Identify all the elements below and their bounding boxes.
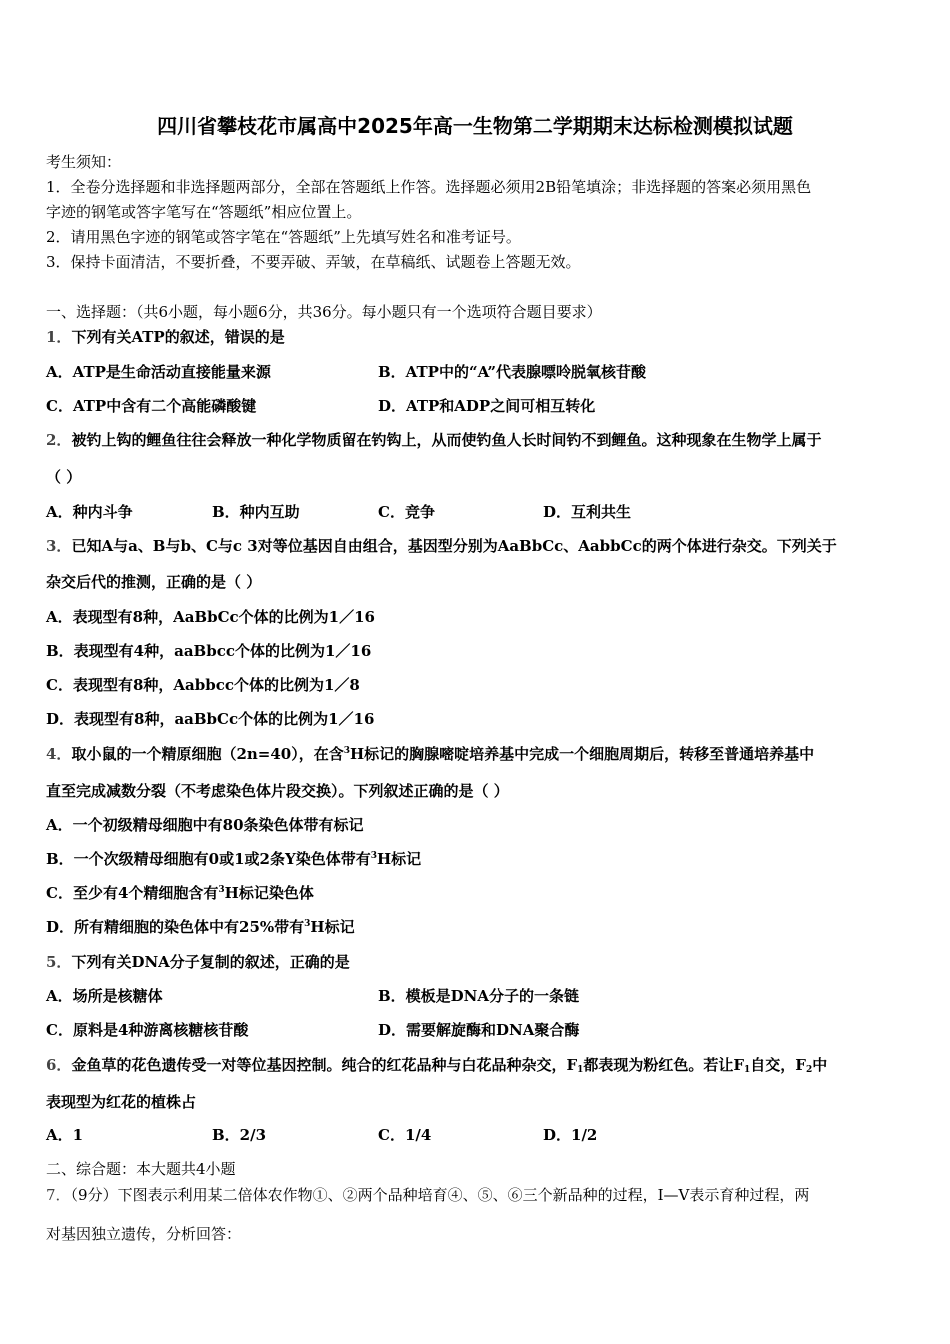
q2-option-d: D．互利共生 <box>543 503 632 521</box>
question-6 <box>46 1055 827 1075</box>
q5-option-a: A．场所是核糖体 <box>46 987 163 1005</box>
q4-option-b <box>46 849 421 869</box>
superscript: 3 <box>218 885 225 895</box>
option-text: H标记 <box>310 918 355 936</box>
question-2-cont: （ ） <box>46 468 82 486</box>
q6-option-b: B．2/3 <box>212 1126 267 1144</box>
question-number: 4． <box>46 745 72 763</box>
question-stem: 都表现为粉红色。若让F <box>583 1056 745 1074</box>
q6-option-d: D．1/2 <box>543 1126 598 1144</box>
question-number: 6． <box>46 1056 72 1074</box>
q1-option-a: A．ATP是生命活动直接能量来源 <box>46 363 271 381</box>
question-3 <box>46 536 837 556</box>
q3-option-c: C．表现型有8种，Aabbcc个体的比例为1／8 <box>46 676 360 694</box>
question-2 <box>46 430 821 450</box>
question-stem-a: 取小鼠的一个精原细胞（2n=40），在含 <box>71 745 344 763</box>
notice-item-2: 2．请用黑色字迹的钢笔或答字笔在“答题纸”上先填写姓名和准考证号。 <box>46 228 521 246</box>
q3-option-d: D．表现型有8种，aaBbCc个体的比例为1／16 <box>46 710 375 728</box>
q5-option-d: D．需要解旋酶和DNA聚合酶 <box>378 1021 580 1039</box>
question-1 <box>46 327 285 347</box>
q1-option-d: D．ATP和ADP之间可相互转化 <box>378 397 596 415</box>
subscript: 2 <box>805 1065 813 1075</box>
superscript: 3 <box>343 746 350 756</box>
question-number: 5． <box>46 953 72 971</box>
question-stem: 被钓上钩的鲤鱼往往会释放一种化学物质留在钓钩上，从而使钓鱼人长时间钓不到鲤鱼。这种现象在生物学上属于 <box>71 431 822 449</box>
question-number: 3． <box>46 537 72 555</box>
superscript: 3 <box>370 851 377 861</box>
q2-option-b: B．种内互助 <box>212 503 300 521</box>
q1-option-b: B．ATP中的“A”代表腺嘌呤脱氧核苷酸 <box>378 363 647 381</box>
question-stem-b: H标记的胸腺嘧啶培养基中完成一个细胞周期后，转移至普通培养基中 <box>350 745 815 763</box>
q1-option-c: C．ATP中含有二个高能磷酸键 <box>46 397 257 415</box>
section-2-heading: 二、综合题：本大题共4小题 <box>46 1160 236 1178</box>
q4-option-a: A．一个初级精母细胞中有80条染色体带有标记 <box>46 816 364 834</box>
question-4-cont: 直至完成减数分裂（不考虑染色体片段交换）。下列叙述正确的是（ ） <box>46 782 509 800</box>
option-text: D．所有精细胞的染色体中有25%带有 <box>46 918 305 936</box>
question-6-cont: 表现型为红花的植株占 <box>46 1093 197 1111</box>
question-stem: 自交，F <box>750 1056 806 1074</box>
question-stem: 金鱼草的花色遗传受一对等位基因控制。纯合的红花品种与白花品种杂交，F <box>71 1056 578 1074</box>
q3-option-a: A．表现型有8种，AaBbCc个体的比例为1／16 <box>46 608 375 626</box>
question-7-cont: 对基因独立遗传，分析回答： <box>46 1225 242 1243</box>
q2-option-c: C．竞争 <box>378 503 435 521</box>
question-number: 1． <box>46 328 72 346</box>
question-7 <box>46 1185 809 1205</box>
question-3-cont: 杂交后代的推测，正确的是（ ） <box>46 573 262 591</box>
q4-option-c <box>46 883 314 903</box>
question-stem: 下列有关ATP的叙述，错误的是 <box>71 328 285 346</box>
q2-option-a: A．种内斗争 <box>46 503 133 521</box>
q3-option-b: B．表现型有4种，aaBbcc个体的比例为1／16 <box>46 642 372 660</box>
q4-option-d <box>46 917 355 937</box>
q6-option-a: A．1 <box>46 1126 84 1144</box>
question-5 <box>46 952 350 972</box>
question-4 <box>46 744 814 764</box>
option-text: H标记染色体 <box>224 884 314 902</box>
page-title: 四川省攀枝花市属高中2025年高一生物第二学期期末达标检测模拟试题 <box>157 114 793 138</box>
section-1-heading: 一、选择题：（共6小题，每小题6分，共36分。每小题只有一个选项符合题目要求） <box>46 303 602 321</box>
subscript: 1 <box>744 1065 751 1075</box>
q5-option-b: B．模板是DNA分子的一条链 <box>378 987 580 1005</box>
question-stem: 下列有关DNA分子复制的叙述，正确的是 <box>71 953 350 971</box>
question-number: 7． <box>46 1186 71 1204</box>
option-text: B．一个次级精母细胞有0或1或2条Y染色体带有 <box>46 850 371 868</box>
notice-item-1: 1．全卷分选择题和非选择题两部分，全部在答题纸上作答。选择题必须用2B铅笔填涂；非选择题的答案必须用黑色 <box>46 178 812 196</box>
option-text: C．至少有4个精细胞含有 <box>46 884 219 902</box>
option-text: H标记 <box>376 850 422 868</box>
question-stem: 中 <box>812 1056 828 1074</box>
q6-option-c: C．1/4 <box>378 1126 432 1144</box>
subscript: 1 <box>577 1065 584 1075</box>
question-stem: 已知A与a、B与b、C与c 3对等位基因自由组合，基因型分别为AaBbCc、AabbCc的两个体进行杂交。下列关于 <box>71 537 837 555</box>
superscript: 3 <box>304 919 311 929</box>
notice-item-1-cont: 字迹的钢笔或答字笔写在“答题纸”相应位置上。 <box>46 203 362 221</box>
q5-option-c: C．原料是4种游离核糖核苷酸 <box>46 1021 249 1039</box>
question-stem: （9分）下图表示利用某二倍体农作物①、②两个品种培育④、⑤、⑥三个新品种的过程，Ⅰ—Ⅴ表示育种过程，两 <box>70 1186 810 1204</box>
notice-item-3: 3．保持卡面清洁，不要折叠，不要弄破、弄皱，在草稿纸、试题卷上答题无效。 <box>46 253 581 271</box>
question-number: 2． <box>46 431 72 449</box>
notice-heading: 考生须知： <box>46 153 122 171</box>
